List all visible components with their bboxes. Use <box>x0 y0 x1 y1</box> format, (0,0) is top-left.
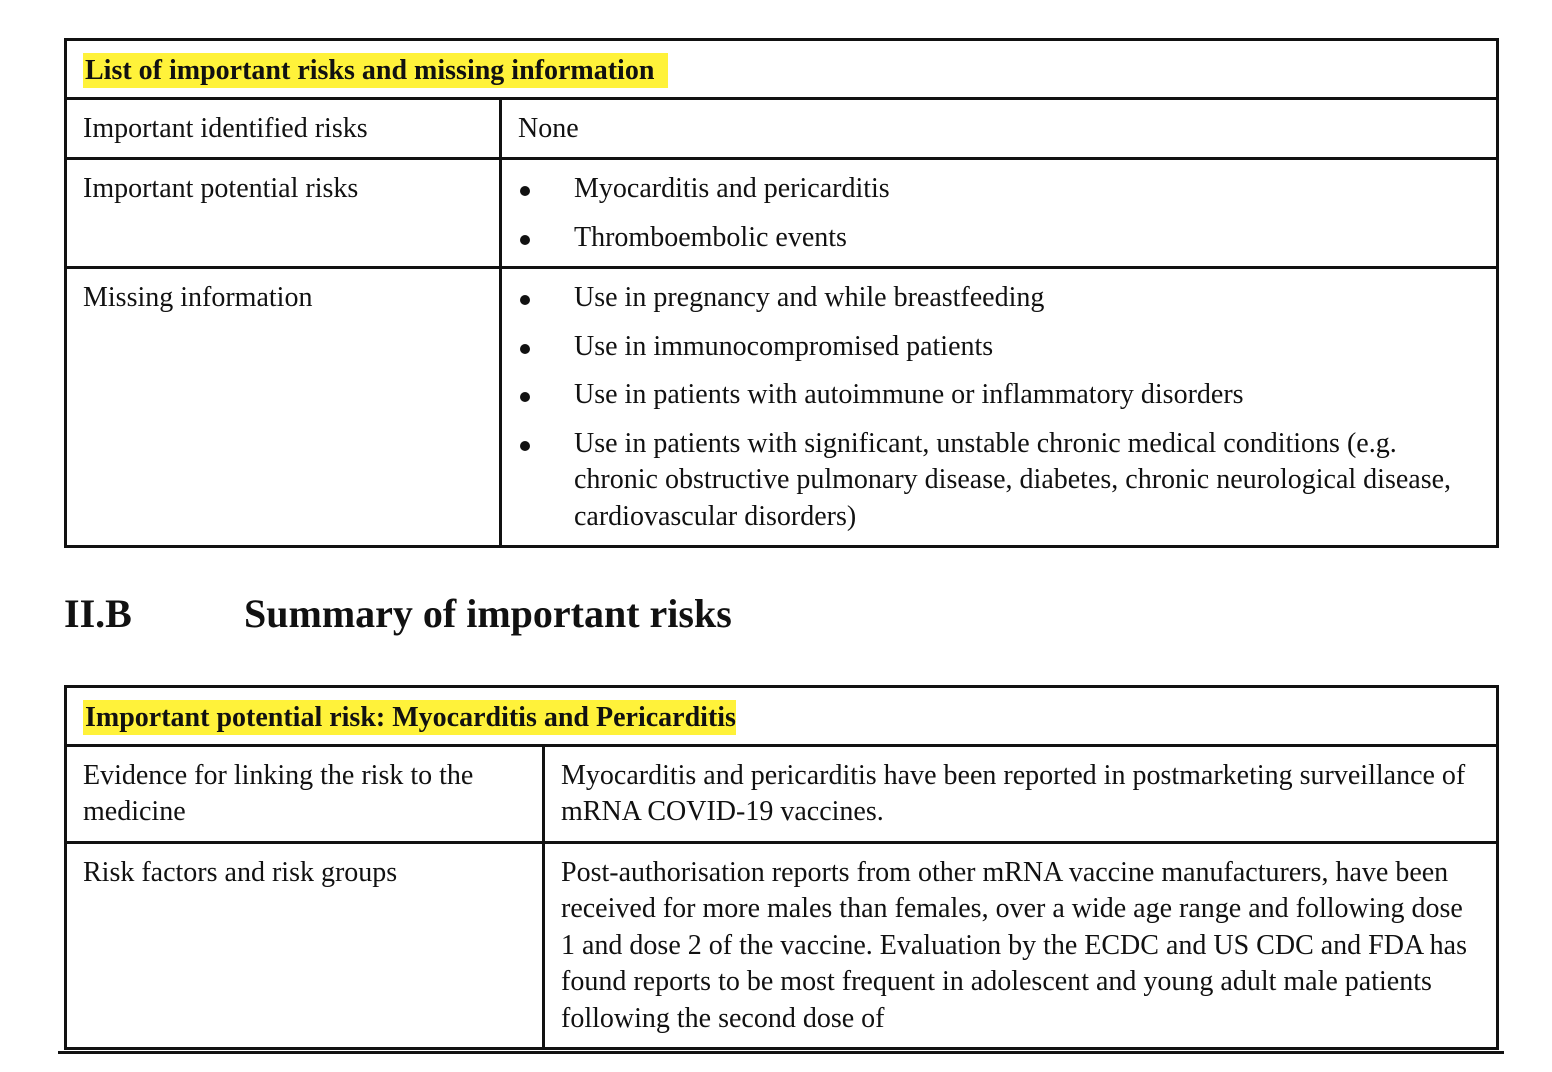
list-item: Use in patients with significant, unstable chronic medical conditions (e.g. chronic obstructive pulmonary disease, diabetes, chronic neurological disease, cardiovascular disorders) <box>518 426 1468 536</box>
table-row <box>66 268 1498 547</box>
row-label: Missing information <box>66 268 501 547</box>
row-label: Important identified risks <box>66 98 501 159</box>
table-row <box>66 842 1498 1049</box>
bullet-list <box>518 171 1468 256</box>
section-heading <box>64 588 732 640</box>
table-header-row <box>66 40 1498 99</box>
list-item: Use in patients with autoimmune or inflammatory disorders <box>518 377 1468 414</box>
row-value: None <box>501 98 1498 159</box>
list-item: Use in pregnancy and while breastfeeding <box>518 280 1468 317</box>
table-row <box>66 745 1498 842</box>
table-header-title: List of important risks and missing information <box>83 53 668 88</box>
table-row <box>66 159 1498 268</box>
list-item: Thromboembolic events <box>518 220 1468 257</box>
row-label: Risk factors and risk groups <box>66 842 544 1049</box>
section-number: II.B <box>64 591 132 636</box>
risks-table <box>64 38 1499 548</box>
row-label: Evidence for linking the risk to the medicine <box>66 745 544 842</box>
myocarditis-table <box>64 685 1499 1050</box>
table-header-row <box>66 687 1498 746</box>
row-value <box>501 159 1498 268</box>
table-header-title: Important potential risk: Myocarditis and Pericarditis <box>85 702 736 733</box>
row-value <box>501 268 1498 547</box>
list-item: Use in immunocompromised patients <box>518 329 1468 366</box>
bullet-list <box>518 280 1468 535</box>
row-value: Post-authorisation reports from other mRNA vaccine manufacturers, have been received for more males than females, over a wide age range and following dose 1 and dose 2 of the vaccine. Evaluation by the ECDC and US CDC and FDA has found reports to be most frequent in adolescent and young adult male patients following the second dose of <box>544 842 1498 1049</box>
row-value: Myocarditis and pericarditis have been reported in postmarketing surveillance of mRNA COVID-19 vaccines. <box>544 745 1498 842</box>
list-item: Myocarditis and pericarditis <box>518 171 1468 208</box>
row-label: Important potential risks <box>66 159 501 268</box>
table-row <box>66 98 1498 159</box>
section-title: Summary of important risks <box>244 591 732 636</box>
table-header-cell <box>66 687 1498 746</box>
page-divider <box>58 1051 1504 1054</box>
table-header-cell <box>66 40 1498 99</box>
